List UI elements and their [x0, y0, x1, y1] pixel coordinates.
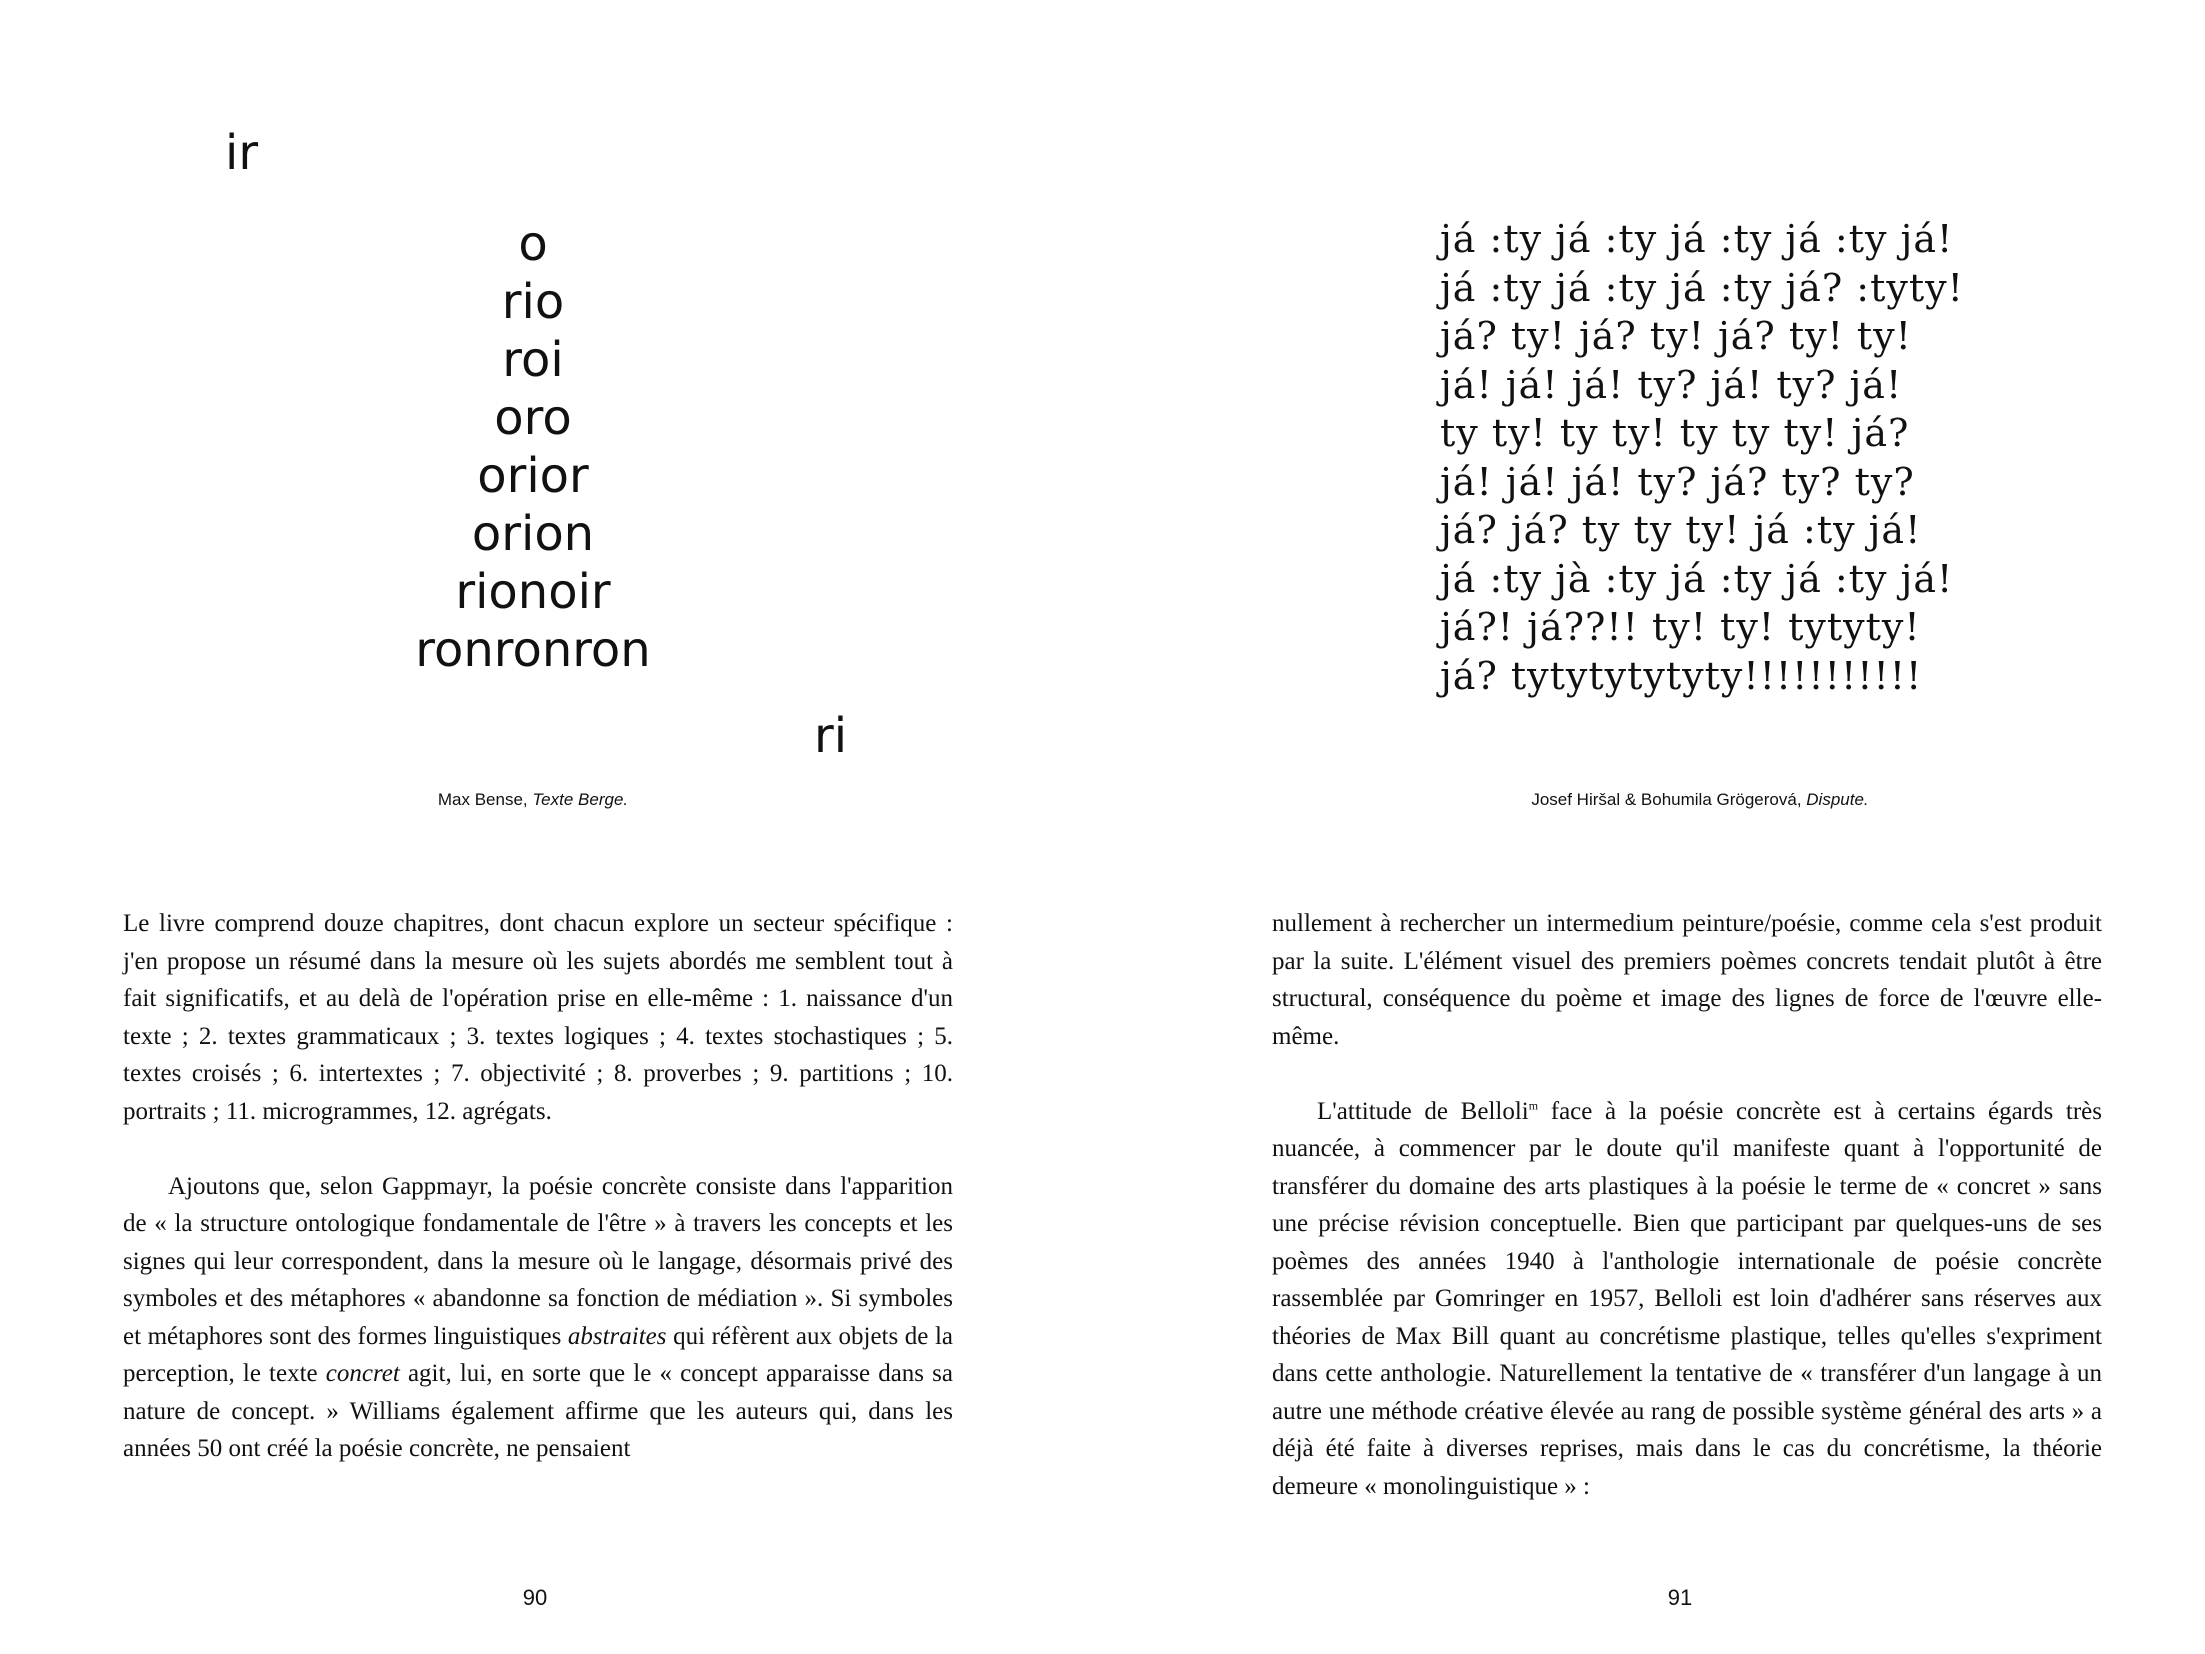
poem-line: orion — [471, 506, 595, 562]
poem-line: ty ty! ty ty! ty ty ty! já? — [1440, 411, 1910, 455]
poem-line: ronronron — [415, 622, 651, 678]
poem-line: já?! já??!! ty! ty! tytyty! — [1440, 605, 1921, 649]
page-number: 90 — [522, 1585, 548, 1610]
figure-caption — [1440, 790, 1960, 810]
poem-line: já? já? ty ty ty! já :ty já! — [1440, 508, 1922, 552]
paragraph: nullement à rechercher un intermedium peinture/poésie, comme cela s'est produit par la suite. L'élément visuel des premiers poèmes concrets tendait plutôt à être structural, conséquence du poème et image des lignes de force de l'œuvre elle-même. — [1272, 910, 2102, 1050]
caption-title: Texte Berge. — [532, 790, 629, 809]
caption-author: Josef Hiršal & Bohumila Grögerová, — [1531, 790, 1807, 809]
paragraph: L'attitude de Belloli$^m$ face à la poésie concrète est à certains égards très nuancée, à commencer par le doute qu'il manifeste quant à l'opportunité de transférer du domaine des arts plastiques à la poésie le terme de « concret » sans une précise révision conceptuelle. Bien que participant par quelques-uns de ses poèmes des années 1940 à l'anthologie internationale de poésie concrète rassemblée par Gomringer en 1957, Belloli est loin d'adhérer sans réserves aux théories de Max Bill quant au concrétisme plastique, telles qu'elles s'expriment dans cette anthologie. Naturellement la tentative de « transférer d'un langage à un autre une méthode créative élevée au rang de possible système général des arts » a déjà été faite à diverses reprises, mais dans le cas du concrétisme, la théorie demeure « monolinguistique » : — [1272, 1097, 2102, 1500]
paragraph: Le livre comprend douze chapitres, dont chacun explore un secteur spécifique : j'en propose un résumé dans la mesure où les sujets abordés me semblent tout à fait significatifs, et au delà de l'opération prise en elle-même : 1. naissance d'un texte ; 2. textes grammaticaux ; 3. textes logiques ; 4. textes stochastiques ; 5. textes croisés ; 6. intertextes ; 7. objectivité ; 8. proverbes ; 9. partitions ; 10. portraits ; 11. microgrammes, 12. agrégats. — [123, 910, 953, 1125]
poem-line: oro — [494, 390, 572, 446]
poem-line: já :ty já :ty já :ty já :ty já! — [1440, 217, 1954, 261]
poem-dispute — [1440, 215, 1964, 700]
body-text-left — [123, 905, 953, 1468]
poem-line: já? tytytytytyty!!!!!!!!!!! — [1440, 653, 1923, 698]
poem-line: já! já! já! ty? já! ty? já! — [1440, 362, 1903, 407]
poem-line: roi — [502, 332, 564, 388]
poem-line: o — [518, 216, 548, 272]
poem-line: já :ty jà :ty já :ty já :ty já! — [1440, 556, 1954, 601]
caption-title: Dispute. — [1806, 790, 1869, 809]
poem-line: rionoir — [455, 564, 611, 620]
footnote-marker: m — [1528, 1098, 1539, 1113]
poem-bense-stack — [383, 215, 683, 679]
paragraph: Ajoutons que, selon Gappmayr, la poésie concrète consiste dans l'apparition de « la structure ontologique fondamentale de l'être » à travers les concepts et les signes qui leur correspondent, dans la mesure où le langage, désormais privé des symboles et des métaphores « abandonne sa fonction de médiation ». Si symboles et métaphores sont des formes linguistiques abstraites qui réfèrent aux objets de la perception, le texte concret agit, lui, en sorte que le « concept apparaisse dans sa nature de concept. » Williams également affirme que les auteurs qui, dans les années 50 ont créé la poésie concrète, ne pensaient — [123, 1172, 953, 1462]
body-text-right — [1272, 905, 2102, 1505]
poem-line: já? ty! já? ty! já? ty! ty! — [1440, 314, 1912, 358]
left-page — [0, 0, 1102, 1654]
poem-line: já :ty já :ty já :ty já? :tyty! — [1440, 265, 1964, 310]
poem-line: orior — [477, 448, 589, 504]
page-number: 91 — [1667, 1585, 1693, 1610]
poem-line: já! já! já! ty? já? ty? ty? — [1440, 459, 1915, 504]
poem-bense-bottom-word: ri — [814, 708, 848, 764]
poem-bense-top-word: ir — [225, 125, 259, 181]
caption-author: Max Bense, — [437, 790, 533, 809]
figure-caption — [383, 790, 683, 810]
poem-line: rio — [501, 274, 565, 330]
